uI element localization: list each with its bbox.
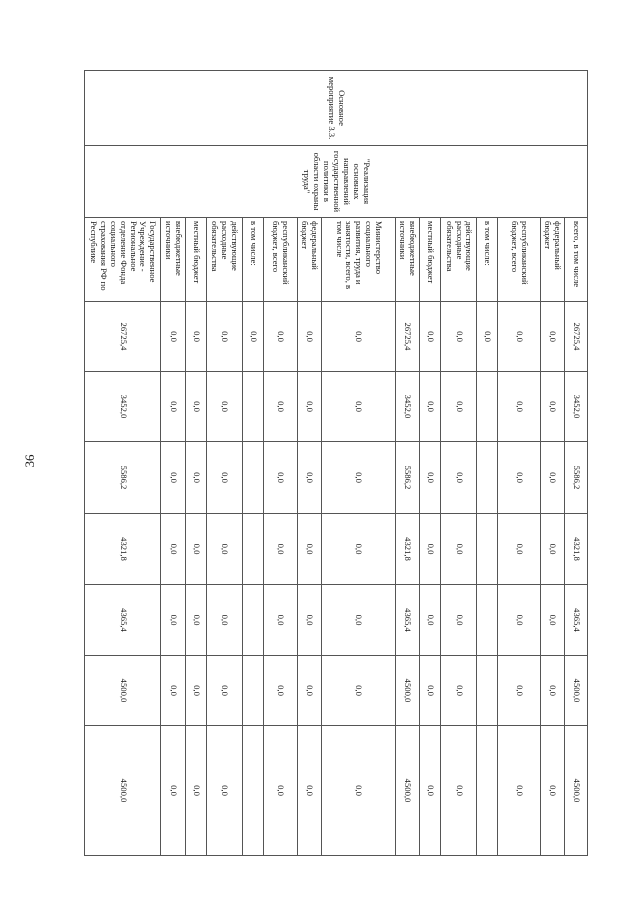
value-cell: 0,0 — [297, 442, 321, 514]
value-cell: 0,0 — [161, 372, 185, 442]
value-cell: 0,0 — [206, 726, 242, 856]
value-cell: 0,0 — [477, 302, 498, 372]
value-cell: 0,0 — [297, 656, 321, 726]
value-cell: 0,0 — [498, 302, 540, 372]
value-cell: 5586,2 — [85, 442, 161, 514]
row-label: действующие расходные обязательства — [206, 218, 242, 302]
value-cell: 0,0 — [206, 585, 242, 656]
activity-title-cell: "Реализация основных направлений государственной политики в области охраны труда" — [85, 146, 588, 218]
value-cell: 0,0 — [161, 514, 185, 585]
value-cell: 0,0 — [419, 302, 440, 372]
row-label: местный бюджет — [419, 218, 440, 302]
value-cell: 0,0 — [498, 514, 540, 585]
value-cell — [477, 585, 498, 656]
value-cell: 0,0 — [498, 656, 540, 726]
row-label: федеральный бюджет — [540, 218, 564, 302]
value-cell: 4500,0 — [85, 656, 161, 726]
row-label: республиканский бюджет, всего — [498, 218, 540, 302]
value-cell: 0,0 — [540, 372, 564, 442]
value-cell: 0,0 — [321, 585, 395, 656]
value-cell: 0,0 — [297, 585, 321, 656]
rotated-budget-table — [84, 70, 588, 855]
value-cell: 0,0 — [206, 442, 242, 514]
value-cell: 0,0 — [161, 302, 185, 372]
value-cell: 0,0 — [263, 656, 297, 726]
row-label: местный бюджет — [185, 218, 206, 302]
value-cell — [242, 656, 263, 726]
value-cell: 0,0 — [297, 302, 321, 372]
value-cell: 0,0 — [297, 372, 321, 442]
value-cell: 0,0 — [185, 302, 206, 372]
value-cell — [477, 514, 498, 585]
value-cell: 0,0 — [263, 514, 297, 585]
value-cell: 26725,4 — [85, 302, 161, 372]
value-cell: 0,0 — [263, 726, 297, 856]
value-cell: 0,0 — [263, 302, 297, 372]
value-cell — [242, 585, 263, 656]
row-label: Министерство социального развития, труда и занятости, всего, в том числе — [321, 218, 395, 302]
value-cell: 0,0 — [242, 302, 263, 372]
value-cell: 0,0 — [540, 302, 564, 372]
value-cell: 0,0 — [321, 442, 395, 514]
value-cell: 0,0 — [263, 372, 297, 442]
value-cell: 0,0 — [419, 372, 440, 442]
value-cell: 26725,4 — [564, 302, 587, 372]
page-number: 36 — [22, 454, 37, 468]
value-cell: 0,0 — [540, 514, 564, 585]
value-cell: 0,0 — [321, 656, 395, 726]
row-label: внебюджетные источники — [161, 218, 185, 302]
value-cell: 4500,0 — [564, 726, 587, 856]
value-cell: 0,0 — [206, 514, 242, 585]
value-cell — [477, 372, 498, 442]
value-cell: 0,0 — [206, 372, 242, 442]
value-cell — [242, 372, 263, 442]
value-cell: 0,0 — [185, 726, 206, 856]
value-cell: 4500,0 — [395, 656, 419, 726]
value-cell: 4321,8 — [564, 514, 587, 585]
value-cell: 0,0 — [441, 514, 477, 585]
value-cell: 0,0 — [321, 372, 395, 442]
value-cell — [242, 442, 263, 514]
value-cell: 0,0 — [441, 656, 477, 726]
value-cell: 0,0 — [263, 442, 297, 514]
value-cell: 0,0 — [297, 726, 321, 856]
value-cell: 0,0 — [321, 302, 395, 372]
value-cell: 3452,0 — [85, 372, 161, 442]
value-cell: 0,0 — [419, 726, 440, 856]
row-label: в том числе: — [477, 218, 498, 302]
value-cell: 4365,4 — [85, 585, 161, 656]
value-cell: 0,0 — [185, 442, 206, 514]
value-cell: 0,0 — [441, 302, 477, 372]
value-cell: 5586,2 — [564, 442, 587, 514]
value-cell: 0,0 — [185, 372, 206, 442]
value-cell: 4365,4 — [564, 585, 587, 656]
value-cell: 0,0 — [206, 656, 242, 726]
value-cell: 0,0 — [185, 585, 206, 656]
activity-cell: Основное мероприятие 3.3. — [85, 71, 588, 146]
value-cell: 26725,4 — [395, 302, 419, 372]
value-cell — [242, 514, 263, 585]
value-cell: 0,0 — [185, 656, 206, 726]
value-cell: 0,0 — [540, 726, 564, 856]
value-cell: 5586,2 — [395, 442, 419, 514]
row-label: внебюджетные источники — [395, 218, 419, 302]
row-label: федеральный бюджет — [297, 218, 321, 302]
value-cell: 0,0 — [441, 585, 477, 656]
value-cell: 4365,4 — [395, 585, 419, 656]
budget-table — [84, 70, 588, 856]
value-cell: 0,0 — [321, 726, 395, 856]
table-row — [564, 71, 587, 856]
value-cell: 0,0 — [263, 585, 297, 656]
row-label: действующие расходные обязательства — [441, 218, 477, 302]
value-cell — [477, 656, 498, 726]
value-cell: 4500,0 — [395, 726, 419, 856]
value-cell: 0,0 — [498, 372, 540, 442]
value-cell: 0,0 — [419, 585, 440, 656]
value-cell: 4500,0 — [85, 726, 161, 856]
value-cell: 0,0 — [419, 514, 440, 585]
value-cell: 0,0 — [161, 656, 185, 726]
value-cell: 3452,0 — [564, 372, 587, 442]
value-cell: 3452,0 — [395, 372, 419, 442]
value-cell: 0,0 — [540, 585, 564, 656]
value-cell: 0,0 — [441, 372, 477, 442]
value-cell: 0,0 — [441, 442, 477, 514]
value-cell — [477, 442, 498, 514]
value-cell: 0,0 — [206, 302, 242, 372]
value-cell: 4500,0 — [564, 656, 587, 726]
value-cell: 0,0 — [161, 442, 185, 514]
value-cell: 0,0 — [161, 585, 185, 656]
value-cell: 0,0 — [419, 656, 440, 726]
value-cell: 0,0 — [498, 585, 540, 656]
value-cell: 0,0 — [297, 514, 321, 585]
value-cell: 0,0 — [185, 514, 206, 585]
value-cell: 4321,8 — [85, 514, 161, 585]
value-cell — [242, 726, 263, 856]
value-cell: 0,0 — [498, 442, 540, 514]
value-cell — [477, 726, 498, 856]
value-cell: 0,0 — [540, 442, 564, 514]
value-cell: 0,0 — [441, 726, 477, 856]
value-cell: 0,0 — [321, 514, 395, 585]
value-cell: 0,0 — [540, 656, 564, 726]
value-cell: 0,0 — [161, 726, 185, 856]
table-body — [85, 71, 588, 856]
value-cell: 4321,8 — [395, 514, 419, 585]
row-label: в том числе: — [242, 218, 263, 302]
row-label: республиканский бюджет, всего — [263, 218, 297, 302]
row-label: Государственное Учреждение - Региональное отделение Фонда социального страхования РФ по Республике — [85, 218, 161, 302]
value-cell: 0,0 — [419, 442, 440, 514]
value-cell: 0,0 — [498, 726, 540, 856]
row-label: всего, в том числе — [564, 218, 587, 302]
